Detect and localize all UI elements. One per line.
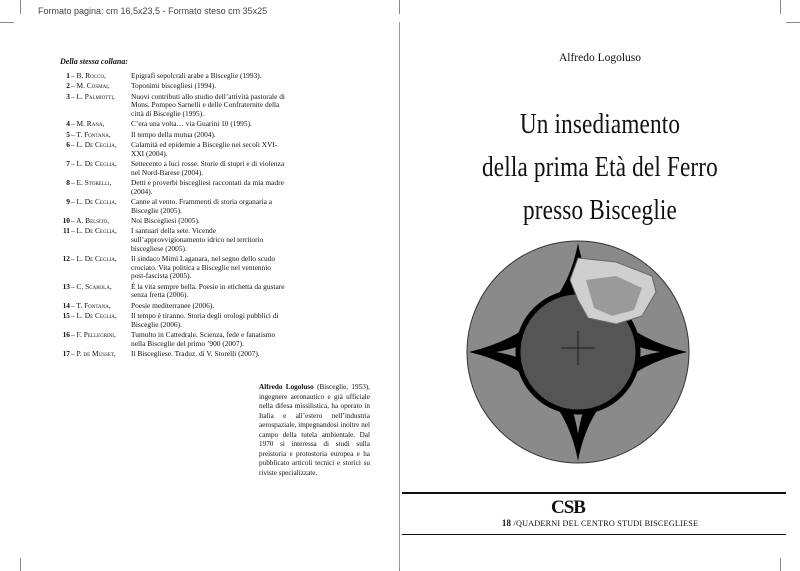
- series-number: 18: [501, 518, 512, 528]
- series-item-author: – M. Cosmai,: [71, 81, 110, 91]
- series-item-title: C’era una volta… via Guarini 10 (1995).: [131, 119, 252, 129]
- series-item-title: Il Biscegliese. Traduz. di V. Storelli (2007).: [131, 348, 260, 358]
- crop-mark: [0, 22, 14, 23]
- series-item-author: – P. de Musset,: [71, 348, 116, 358]
- series-item-title: Il sindaco Mimì Laganara, nel segno dello scudo crociato. Vita politica a Bisceglie nel ventennio post-fascista (2005).: [131, 254, 276, 281]
- series-item: [55, 312, 287, 329]
- series-item-num: 8: [66, 178, 70, 188]
- series-item-num: 4: [66, 119, 70, 129]
- series-item-author: – F. Pellegrini,: [71, 329, 116, 339]
- series-item-author: – A. Belsito,: [71, 216, 110, 226]
- footer-rule-bottom: [402, 534, 786, 535]
- series-item-title: Poesie mediterranee (2006).: [131, 300, 215, 310]
- bio-text: (Bisceglie, 1953), ingegnere aeronautico e già ufficiale nella difesa missilistica, ha operato in Italia e all’estero nell’industria aerospaziale, impegnandosi inoltre nel campo della tutela ambientale. Dal 1970 si interessa di studi sulla preistoria e protostoria europea e ha pubblicato articoli tecnici e storici su riviste specializzate.: [259, 383, 370, 477]
- crop-mark: [20, 0, 21, 14]
- series-item-num: 17: [62, 348, 70, 358]
- series-item-author: – E. Storelli,: [71, 178, 112, 188]
- series-item: [55, 131, 287, 140]
- series-item-author: – L. De Ceglia,: [71, 140, 117, 150]
- series-item-num: 14: [62, 300, 70, 310]
- series-item-title: Tumulto in Cattedrale. Scienza, fede e fanatismo nella Bisceglie del primo ’900 (2007).: [131, 329, 276, 348]
- series-item: [55, 227, 287, 253]
- series-item-num: 12: [62, 254, 70, 264]
- series-item-num: 1: [66, 71, 70, 80]
- format-note: Formato pagina: cm 16,5x23,5 - Formato steso cm 35x25: [38, 6, 268, 16]
- series-item-num: 6: [66, 140, 70, 150]
- series-item: [55, 179, 287, 196]
- title-line: presso Bisceglie: [523, 194, 677, 226]
- series-item-author: – L. De Ceglia,: [71, 197, 117, 207]
- series-item-author: – L. Palmiotti,: [71, 91, 115, 101]
- series-item: [55, 350, 287, 359]
- series-item-title: Il tempo della mutua (2004).: [131, 129, 216, 139]
- series-item: [55, 120, 287, 129]
- series-item-num: 15: [62, 311, 70, 320]
- series-item-num: 7: [66, 159, 70, 169]
- series-item-num: 3: [66, 91, 70, 101]
- series-item-author: – T. Fontana,: [71, 300, 111, 310]
- book-title: [444, 103, 756, 232]
- title-line: Un insediamento: [519, 108, 681, 140]
- series-item: [55, 72, 287, 81]
- series-item-num: 13: [62, 281, 70, 291]
- series-item: [55, 217, 287, 226]
- series-item-title: Noi Biscegliesi (2005).: [131, 216, 200, 226]
- series-item-num: 9: [66, 197, 70, 207]
- crop-mark: [780, 0, 781, 14]
- series-item-title: Nuovi contributi allo studio dell’attività pastorale di Mons. Pompeo Sarnelli e delle Confraternite della città di Bisceglie (1995).: [131, 91, 285, 118]
- series-item: [55, 331, 287, 348]
- crop-mark: [20, 558, 21, 571]
- series-footer: [400, 518, 800, 528]
- series-item-title: Canne al vento. Frammenti di storia organaria a Bisceglie (2005).: [131, 197, 273, 215]
- series-item-title: Il tempo è tiranno. Storia degli orologi pubblici di Bisceglie (2006).: [131, 311, 279, 329]
- cover-emblem: [466, 240, 690, 464]
- series-item: [55, 160, 287, 177]
- series-item-author: – L. De Ceglia,: [71, 254, 117, 264]
- series-item-num: 5: [66, 129, 70, 139]
- footer-rule: [402, 492, 786, 494]
- series-item-author: – L. De Ceglia,: [71, 159, 117, 169]
- crop-mark: [786, 22, 800, 23]
- series-item-author: – L. De Ceglia,: [71, 311, 117, 320]
- series-item: [55, 302, 287, 311]
- series-item: [55, 255, 287, 281]
- series-item: [55, 141, 287, 158]
- title-line: della prima Età del Ferro: [482, 151, 718, 183]
- bio-name: Alfredo Logoluso: [259, 383, 314, 391]
- series-item: [55, 82, 287, 91]
- series-item-num: 2: [66, 81, 70, 91]
- series-item-num: 11: [63, 226, 70, 236]
- series-name: /QUADERNI DEL CENTRO STUDI BISCEGLIESE: [511, 519, 699, 528]
- series-item: [55, 93, 287, 119]
- series-item-title: Settecento a luci rosse. Storie di stupri e di violenza nel Nord-Barese (2004).: [131, 159, 285, 177]
- series-item-author: – T. Fontana,: [71, 129, 111, 139]
- series-item-title: Detti e proverbi biscegliesi raccontati da mia madre (2004).: [131, 178, 284, 196]
- series-list: [55, 72, 287, 360]
- page-spine: [399, 22, 400, 568]
- author-bio: [259, 383, 370, 478]
- series-item-title: Toponimi biscegliesi (1994).: [131, 81, 217, 91]
- series-item-num: 16: [62, 329, 70, 339]
- series-item-num: 10: [62, 216, 70, 226]
- series-item-title: Calamità ed epidemie a Bisceglie nei secoli XVI-XXI (2004).: [131, 140, 278, 158]
- crop-mark: [399, 0, 400, 14]
- series-item-author: – M. Rana,: [71, 119, 105, 129]
- series-item-title: Epigrafi sepolcrali arabe a Bisceglie (1993).: [131, 71, 262, 80]
- series-item: [55, 283, 287, 300]
- csb-logo: CSB: [551, 497, 585, 518]
- series-item-author: – L. De Ceglia,: [71, 226, 117, 236]
- series-item: [55, 198, 287, 215]
- series-heading: Della stessa collana:: [60, 57, 128, 66]
- series-item-author: – B. Rocco,: [71, 71, 106, 80]
- series-item-title: I santuari della sete. Vicende sull’approvvigionamento idrico nel territorio biscegliese (2005).: [131, 226, 264, 253]
- cover-author: Alfredo Logoluso: [558, 52, 642, 64]
- series-item-author: – C. Scarola,: [71, 281, 112, 291]
- crop-mark: [780, 558, 781, 571]
- series-item-title: È la vita sempre bella. Poesie in etichetta da gustare senza fretta (2006).: [131, 281, 285, 300]
